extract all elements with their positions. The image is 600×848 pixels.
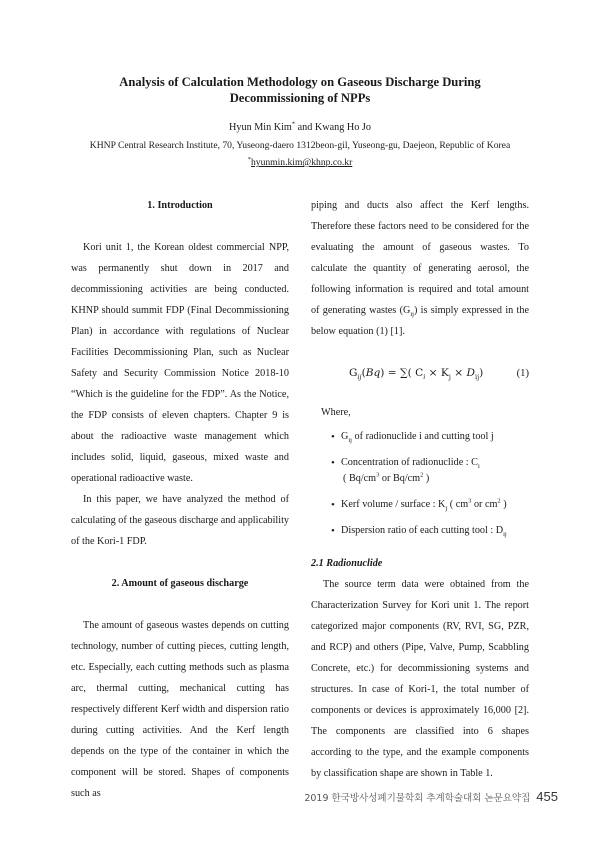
corresponding-mark: * bbox=[291, 120, 296, 128]
paper-title-line-2: Decommissioning of NPPs bbox=[229, 91, 371, 105]
section-heading-amount: 2. Amount of gaseous discharge bbox=[111, 578, 249, 589]
author-connector: and bbox=[295, 122, 315, 133]
intro-paragraph-1: Kori unit 1, the Korean oldest commercial NPP, was permanently shut down in 2017 and decommissioning activities are being conducted. KHNP should summit FDP (Final Decommissioning Plan) in accordance with regulations of Nuclear Facilities Decommissioning Plan, such as Nuclear Safety and Security Commission Notice 2018-10 “Which is the guideline for the FDP”. As the Notice, the FDP consists of eleven chapters. Chapter 9 is about the radioactive waste management which includes solid, liquid, gaseous, mixed waste and operational radioactive waste. bbox=[71, 242, 289, 484]
section-heading-introduction: 1. Introduction bbox=[147, 200, 213, 211]
amount-continued-text: piping and ducts also affect the Kerf lengths. Therefore these factors need to be considered for the evaluating the amount of gaseous wastes. To calculate the quantity of generating aerosol, the following information is required and total amount of generating wastes (G bbox=[311, 200, 529, 316]
radionuclide-paragraph-1: The source term data were obtained from the Characterization Survey for Kori unit 1. The report categorized major components (RV, RVI, SG, PZR, and RCP) and others (Pipe, Valve, Pump, Scabbling Concrete, etc.) for decommissioning systems and structures. In case of Kori-1, the total number of components or devices is approximately 16,000 [2]. The components are classified into 6 shapes according to the type, and the example components by classification shape are shown in Table 1. bbox=[311, 579, 529, 779]
page-number: 455 bbox=[536, 789, 558, 804]
amount-paragraph-1: The amount of gaseous wastes depends on cutting technology, number of cutting pieces, cutting length, etc. Especially, each cutting methods such as plasma arc, thermal cutting, mechanical cutting has respectively different Kerf width and dispersion ratio during cutting activities. And the Kerf length depends on the type of the container in which the component will be stored. Shapes of components such as bbox=[71, 620, 289, 799]
email-mark: * bbox=[247, 155, 251, 163]
list-item: • Kerf volume / surface : $K_j$ ( $cm^3$ or $cm^2$ ) bbox=[331, 497, 529, 513]
affiliation: KHNP Central Research Institute, 70, Yuseong-daero 1312beon-gil, Yuseong-gu, Daejeon, Republic of Korea bbox=[89, 140, 511, 151]
amount-paragraph-continued bbox=[311, 195, 529, 342]
where-label: Where, bbox=[321, 407, 351, 418]
variable-list bbox=[311, 429, 529, 539]
amount-continued-end: ) is simply expressed in the below equation (1) [1]. bbox=[311, 305, 530, 337]
paper-title-line-1: Analysis of Calculation Methodology on Gaseous Discharge During bbox=[119, 75, 481, 89]
equation-number: (1) bbox=[516, 368, 529, 379]
list-item: • Concentration of radionuclide : $C_i$ ( $Bq/cm^3$ or $Bq/cm^2$ ) bbox=[331, 455, 529, 487]
list-item: • $G_{ij}$ of radionuclide i and cutting tool j bbox=[331, 429, 529, 445]
author-2: Kwang Ho Jo bbox=[314, 122, 371, 133]
equation-1 bbox=[311, 352, 529, 392]
page-footer bbox=[300, 789, 558, 804]
paper-title bbox=[60, 74, 540, 106]
footer-proceedings-title: 2019 한국방사성폐기물학회 추계학술대회 논문요약집 bbox=[304, 793, 531, 804]
right-column bbox=[311, 195, 529, 784]
equation-expression: $G_{ij}(Bq)$ = ∑( $C_i \times K_j \times D_{ij}$) bbox=[349, 367, 484, 382]
email-link[interactable]: hyunmin.kim@khnp.co.kr bbox=[250, 157, 353, 168]
g-subscript: ij bbox=[410, 311, 414, 319]
intro-paragraph-2: In this paper, we have analyzed the method of calculating of the gaseous discharge and applicability of the Kori-1 FDP. bbox=[71, 494, 289, 547]
email-line bbox=[60, 156, 540, 169]
left-column bbox=[71, 195, 289, 804]
subsection-heading-radionuclide: 2.1 Radionuclide bbox=[311, 558, 383, 569]
author-1: Hyun Min Kim bbox=[229, 122, 292, 133]
author-list bbox=[60, 121, 540, 135]
list-item: • Dispersion ratio of each cutting tool : $D_{ij}$ bbox=[331, 523, 529, 539]
